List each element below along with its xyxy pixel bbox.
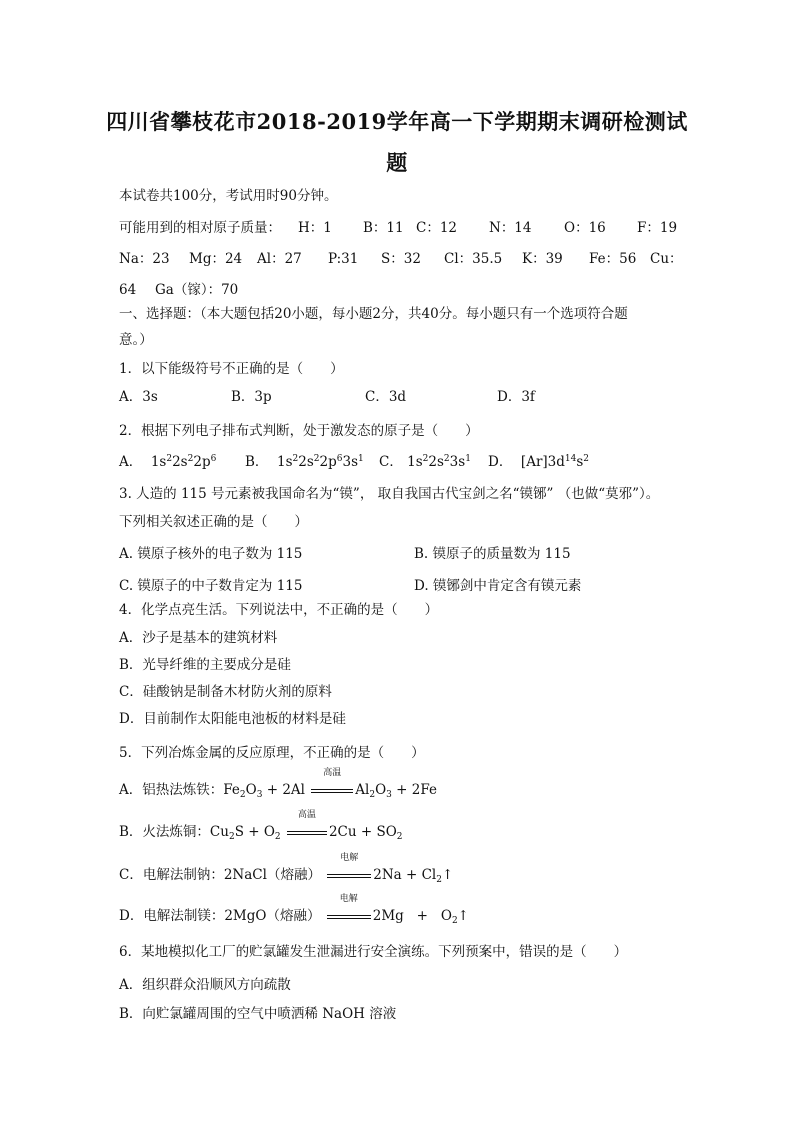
q2-option-a: A． $1s^22s^22p^6$ [119,454,217,470]
q6-option-b: B．向贮氯罐周围的空气中喷洒稀 NaOH 溶液 [119,1006,397,1022]
electrolysis-condition: 电解 [327,866,371,884]
q3-option-b: B. 镆原子的质量数为 115 [414,546,571,562]
q3-option-a: A. 镆原子核外的电子数为 115 [119,546,303,562]
exam-title-line2: 题 [386,150,408,175]
atomic-mass-label: 可能用到的相对原子质量： [119,220,281,236]
exam-info: 本试卷共100分，考试用时90分钟。 [119,188,338,204]
exam-title-line1: 四川省攀枝花市2018-2019学年高一下学期期末调研检测试 [106,109,688,134]
atomic-mass-line1: 可能用到的相对原子质量： H：1 B：11 C：12 N：14 O：16 F：19 [119,220,678,236]
section-heading: 一、选择题：（本大题包括20小题，每小题2分，共40分。每小题只有一个选项符合题 [119,306,628,322]
q3-option-c: C. 镆原子的中子数肯定为 115 [119,578,303,594]
q6-option-a: A．组织群众沿顺风方向疏散 [119,977,291,993]
question-3-stem-cont: 下列相关叙述正确的是（ ） [119,514,308,530]
high-temp-condition: 高温 [287,823,327,841]
q5-option-c: C．电解法制钠：2NaCl（熔融） 电解 $2Na + Cl_2↑$ [119,853,454,885]
exam-page: 四川省攀枝花市2018-2019学年高一下学期期末调研检测试 题 本试卷共100分，考试用时90分钟。 可能用到的相对原子质量： H：1 B：11 C：12 N：14 O：16 F：19 Na：23 Mg：24 Al：27 P:31 S：32 Cl：35.5 K：39 Fe：56 Cu： 64 Ga（镓）：70 一、选择题：（本大题包括20小题，每小题2分，共40分。每小题只有一个选项符合题 意。） 1．以下能级符号不正确的是（ ） A．3s B．3p C．3d D．3f 2．根据下列电子排布式判断，处于激发态的原子是（ ） A． $1s^22s^22p^6$ B． $1s^22s^22p^63s^1$ C． $1s^22s^23s^1$ D． $[Ar]3d^{14}s^2$ 3. 人造的 115 号元素被我国命名为“镆”， 取自我国古代宝剑之名“镆铘” （也做“莫邪”）。 下列相关叙述正确的是（ ） A. 镆原子核外的电子数为 115 B. 镆原子的质量数为 115 C. 镆原子的中子数肯定为 115 D. 镆铘剑中肯定含有镆元素 4．化学点亮生活。下列说法中，不正确的是（ ） A．沙子是基本的建筑材料 B．光导纤维的主要成分是硅 C．硅酸钠是制备木材防火剂的原料 D．目前制作太阳能电池板的材料是硅 5．下列冶炼金属的反应原理，不正确的是（ ） A．铝热法炼铁：$Fe_2O_3 + 2Al$ 高温 $Al_2O_3 + 2Fe$ B．火法炼铜：$Cu_2S + O_2$ 高温 $2Cu + SO_2$ C．电解法制钠：2NaCl（熔融） 电解 $2Na + Cl_2↑$ D．电解法制镁：2MgO（熔融） 电解 $2Mg + O_2↑$ 6．某地模拟化工厂的贮氯罐发生泄漏进行安全演练。下列预案中，错误的是（ ） A．组织群众沿顺风方向疏散 B．向贮氯罐周围的空气中喷洒稀 NaOH 溶液 [0,0,794,1123]
q1-option-c: C．3d [365,389,407,405]
question-2-stem: 2．根据下列电子排布式判断，处于激发态的原子是（ ） [119,423,479,439]
electrolysis-condition: 电解 [327,907,371,925]
q4-option-b: B．光导纤维的主要成分是硅 [119,657,291,673]
q5-option-a: A．铝热法炼铁：$Fe_2O_3 + 2Al$ 高温 $Al_2O_3 + 2Fe$ [119,768,437,800]
q4-option-c: C．硅酸钠是制备木材防火剂的原料 [119,684,332,700]
q1-option-d: D．3f [497,389,535,405]
q5-option-d: D．电解法制镁：2MgO（熔融） 电解 $2Mg + O_2↑$ [119,894,469,926]
q1-option-a: A．3s [119,389,158,405]
high-temp-condition: 高温 [311,781,353,799]
q3-option-d: D. 镆铘剑中肯定含有镆元素 [414,578,582,594]
q1-option-b: B．3p [231,389,272,405]
question-4-stem: 4．化学点亮生活。下列说法中，不正确的是（ ） [119,602,439,618]
question-5-stem: 5．下列冶炼金属的反应原理，不正确的是（ ） [119,745,425,761]
q2-option-c: C． $1s^22s^23s^1$ [379,454,471,470]
question-6-stem: 6．某地模拟化工厂的贮氯罐发生泄漏进行安全演练。下列预案中，错误的是（ ） [119,944,628,960]
q4-option-d: D．目前制作太阳能电池板的材料是硅 [119,711,346,727]
q2-option-d: D． $[Ar]3d^{14}s^2$ [488,454,590,470]
question-3-stem: 3. 人造的 115 号元素被我国命名为“镆”， 取自我国古代宝剑之名“镆铘” （也做“莫邪”）。 [119,486,660,502]
q5-option-b: B．火法炼铜：$Cu_2S + O_2$ 高温 $2Cu + SO_2$ [119,810,403,842]
question-1-stem: 1．以下能级符号不正确的是（ ） [119,361,344,377]
q4-option-a: A．沙子是基本的建筑材料 [119,630,278,646]
q2-option-b: B． $1s^22s^22p^63s^1$ [245,454,364,470]
section-heading-cont: 意。） [119,332,153,348]
